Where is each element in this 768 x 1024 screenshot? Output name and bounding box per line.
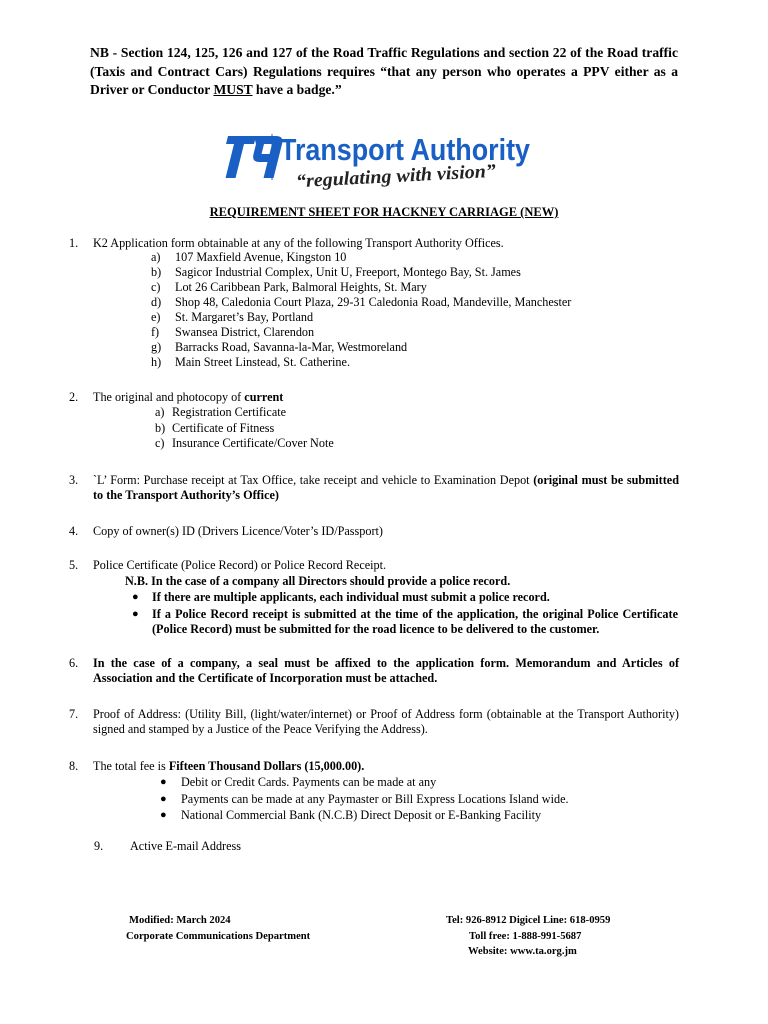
- item-5-bullet: If a Police Record receipt is submitted at the time of the application, the original Police Certificate (Police Record) must be submitted for the road licence to be delivered to the customer.: [152, 607, 678, 636]
- item-4-text: Copy of owner(s) ID (Drivers Licence/Voter’s ID/Passport): [93, 524, 383, 538]
- footer-website: Website: www.ta.org.jm: [468, 946, 577, 957]
- item-1-sub-label: f): [151, 325, 160, 339]
- ta-logo-icon: [216, 128, 536, 194]
- item-7-number: 7.: [69, 707, 79, 721]
- item-2-sub-label: a): [155, 405, 165, 419]
- item-2-sub-text: Insurance Certificate/Cover Note: [172, 436, 334, 450]
- bullet-icon: ●: [160, 793, 167, 805]
- item-6-text: In the case of a company, a seal must be affixed to the application form. Memorandum and Articles of Association and the Certificate of Incorporation must be attached.: [93, 656, 679, 685]
- item-3-text-bold: (original must be submitted to the Transport Authority’s Office): [93, 473, 679, 502]
- item-2-sub-text: Certificate of Fitness: [172, 421, 275, 435]
- item-8-text-bold: Fifteen Thousand Dollars (15,000.00).: [168, 759, 365, 773]
- item-5-number: 5.: [69, 558, 79, 572]
- item-1-sub-label: e): [151, 310, 161, 324]
- bullet-icon: ●: [132, 608, 139, 620]
- item-3-text: [93, 473, 679, 503]
- item-1-sub-text: Barracks Road, Savanna-la-Mar, Westmoreland: [175, 340, 408, 354]
- item-1-sub-label: a): [151, 250, 161, 264]
- footer-tel: Tel: 926-8912 Digicel Line: 618-0959: [446, 915, 611, 926]
- item-1-sub-text: Swansea District, Clarendon: [175, 325, 315, 339]
- item-3-text-plain: `L’ Form: Purchase receipt at Tax Office, take receipt and vehicle to Examination Depot: [93, 473, 534, 487]
- nb-must: MUST: [213, 82, 253, 97]
- item-1-sub-label: d): [151, 295, 162, 309]
- item-4-number: 4.: [69, 524, 79, 538]
- item-2-number: 2.: [69, 390, 79, 404]
- item-1-sub-text: St. Margaret’s Bay, Portland: [175, 310, 314, 324]
- item-9-number: 9.: [94, 839, 104, 853]
- item-1-sub-text: Shop 48, Caledonia Court Plaza, 29-31 Caledonia Road, Mandeville, Manchester: [175, 295, 572, 309]
- bullet-icon: ●: [160, 776, 167, 788]
- item-2-text-bold: current: [244, 390, 284, 404]
- item-2-sub-text: Registration Certificate: [172, 405, 287, 419]
- item-2-text-plain: The original and photocopy of: [93, 390, 245, 404]
- item-8-text-plain: The total fee is: [93, 759, 169, 773]
- logo-name: Transport Authority: [280, 132, 531, 167]
- item-1-sub-text: 107 Maxfield Avenue, Kingston 10: [175, 250, 347, 264]
- transport-authority-logo: [216, 128, 536, 194]
- item-2-sub-label: b): [155, 421, 166, 435]
- item-1-sub-label: b): [151, 265, 162, 279]
- item-7-text: Proof of Address: (Utility Bill, (light/water/internet) or Proof of Address form (obtainable at the Transport Authority) signed and stamped by a Justice of the Peace Verifying the Address).: [93, 707, 679, 736]
- item-1-sub-label: h): [151, 355, 162, 369]
- sheet-title: REQUIREMENT SHEET FOR HACKNEY CARRIAGE (NEW): [209, 205, 559, 219]
- item-3-number: 3.: [69, 473, 79, 487]
- item-1-sub-text: Lot 26 Caribbean Park, Balmoral Heights, St. Mary: [175, 280, 427, 294]
- item-1-sub-label: c): [151, 280, 161, 294]
- nb-notice: [90, 44, 678, 100]
- bullet-icon: ●: [132, 591, 139, 603]
- item-2-sub-label: c): [155, 436, 165, 450]
- item-5-text: Police Certificate (Police Record) or Police Record Receipt.: [93, 558, 387, 572]
- logo-tagline: “regulating with vision”: [295, 161, 487, 193]
- item-5-bullet: If there are multiple applicants, each individual must submit a police record.: [152, 590, 550, 604]
- footer-modified: Modified: March 2024: [129, 915, 231, 926]
- item-9-text: Active E-mail Address: [130, 839, 242, 853]
- footer-tollfree: Toll free: 1-888-991-5687: [469, 931, 582, 942]
- item-6-number: 6.: [69, 656, 79, 670]
- footer-department: Corporate Communications Department: [126, 931, 311, 942]
- item-8-text: [93, 759, 364, 774]
- item-1-sub-text: Main Street Linstead, St. Catherine.: [175, 355, 350, 369]
- item-8-bullet: Debit or Credit Cards. Payments can be made at any: [181, 775, 437, 789]
- bullet-icon: ●: [160, 809, 167, 821]
- item-1-number: 1.: [69, 236, 79, 250]
- item-8-bullet: National Commercial Bank (N.C.B) Direct Deposit or E-Banking Facility: [181, 808, 542, 822]
- item-2-text: [93, 390, 283, 405]
- nb-tail: have a badge.”: [252, 82, 342, 97]
- nb-lead: NB - Section 124, 125, 126 and 127 of the Road Traffic Regulations and section 22 of the Road traffic (Taxis and Contract Cars) Regulations requires “that any person who operates a PPV either as a Driver or Conductor: [90, 45, 678, 97]
- item-5-nb: N.B. In the case of a company all Directors should provide a police record.: [125, 574, 511, 588]
- item-1-sub-text: Sagicor Industrial Complex, Unit U, Freeport, Montego Bay, St. James: [175, 265, 521, 279]
- item-1-sub-label: g): [151, 340, 162, 354]
- item-1-text: K2 Application form obtainable at any of the following Transport Authority Offices.: [93, 236, 504, 250]
- item-8-bullet: Payments can be made at any Paymaster or Bill Express Locations Island wide.: [181, 792, 569, 806]
- item-8-number: 8.: [69, 759, 79, 773]
